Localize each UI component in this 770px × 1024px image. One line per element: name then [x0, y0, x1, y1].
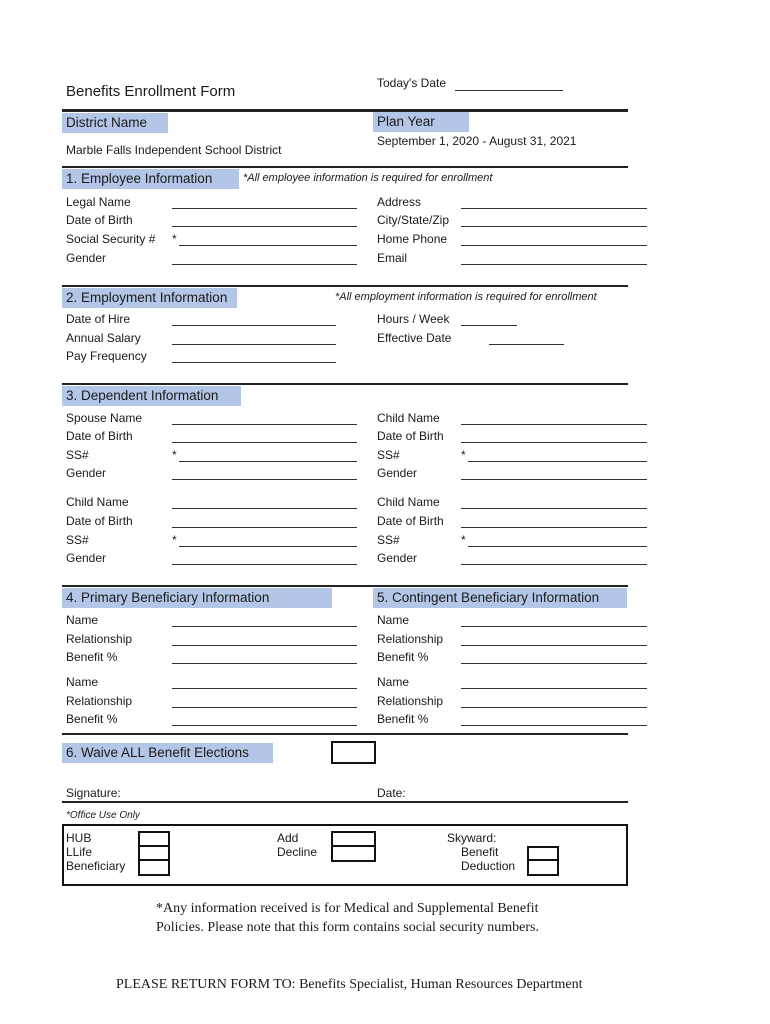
pay-frequency-label: Pay Frequency [66, 349, 147, 363]
child3-gender-field[interactable] [461, 552, 647, 565]
return-to-text: PLEASE RETURN FORM TO: Benefits Specialist, Human Resources Department [116, 977, 583, 992]
contingent2-relationship-label: Relationship [377, 694, 444, 708]
footer-note-line1: *Any information received is for Medical and Supplemental Benefit [156, 901, 539, 916]
child2-ss-label: SS# [66, 533, 89, 547]
child2-name-field[interactable] [172, 496, 357, 509]
annual-salary-field[interactable] [172, 332, 336, 345]
child3-dob-label: Date of Birth [377, 514, 444, 528]
primary1-name-field[interactable] [172, 614, 357, 627]
contingent1-relationship-label: Relationship [377, 632, 444, 646]
email-field[interactable] [461, 252, 647, 265]
child3-dob-field[interactable] [461, 515, 647, 528]
child2-dob-field[interactable] [172, 515, 357, 528]
employment-info-note: *All employment information is required for enrollment [335, 291, 597, 303]
spouse-dob-label: Date of Birth [66, 429, 133, 443]
section-1-rule [62, 166, 628, 168]
spouse-gender-label: Gender [66, 466, 107, 480]
effective-date-label: Effective Date [377, 331, 452, 345]
legal-name-field[interactable] [172, 196, 357, 209]
spouse-name-label: Spouse Name [66, 411, 143, 425]
city-state-zip-field[interactable] [461, 214, 647, 227]
child2-name-label: Child Name [66, 495, 129, 509]
home-phone-field[interactable] [461, 233, 647, 246]
primary2-name-field[interactable] [172, 676, 357, 689]
primary1-relationship-field[interactable] [172, 633, 357, 646]
primary1-relationship-label: Relationship [66, 632, 133, 646]
signature-rule [62, 801, 628, 803]
child3-name-field[interactable] [461, 496, 647, 509]
address-label: Address [377, 195, 422, 209]
llife-label: LLife [66, 845, 93, 859]
ssn-label: Social Security # [66, 232, 156, 246]
ssn-field[interactable] [179, 233, 357, 246]
date-of-hire-label: Date of Hire [66, 312, 131, 326]
city-state-zip-label: City/State/Zip [377, 213, 450, 227]
contingent-beneficiary-heading: 5. Contingent Beneficiary Information [373, 588, 627, 608]
child2-dob-label: Date of Birth [66, 514, 133, 528]
benefit-label: Benefit [461, 845, 499, 859]
decline-checkbox[interactable] [331, 845, 376, 862]
hub-label: HUB [66, 831, 92, 845]
hours-week-field[interactable] [461, 313, 517, 326]
primary1-benefit-label: Benefit % [66, 650, 118, 664]
deduction-label: Deduction [461, 859, 516, 873]
beneficiary-checkbox[interactable] [138, 859, 170, 876]
waive-checkbox[interactable] [331, 741, 376, 764]
contingent2-benefit-label: Benefit % [377, 712, 429, 726]
employee-info-heading: 1. Employee Information [62, 169, 239, 189]
child3-ss-field[interactable] [468, 534, 647, 547]
signature-date-label: Date: [377, 786, 406, 800]
legal-name-label: Legal Name [66, 195, 131, 209]
contingent2-benefit-field[interactable] [461, 713, 647, 726]
contingent1-benefit-label: Benefit % [377, 650, 429, 664]
primary2-name-label: Name [66, 675, 99, 689]
beneficiary-label: Beneficiary [66, 859, 126, 873]
contingent1-benefit-field[interactable] [461, 651, 647, 664]
contingent1-relationship-field[interactable] [461, 633, 647, 646]
deduction-checkbox[interactable] [527, 859, 559, 876]
child2-gender-label: Gender [66, 551, 107, 565]
child1-name-label: Child Name [377, 411, 440, 425]
date-of-hire-field[interactable] [172, 313, 336, 326]
child1-dob-label: Date of Birth [377, 429, 444, 443]
child2-ss-field[interactable] [179, 534, 357, 547]
pay-frequency-field[interactable] [172, 350, 336, 363]
spouse-gender-field[interactable] [172, 467, 357, 480]
header-rule [62, 109, 628, 112]
dob-label: Date of Birth [66, 213, 133, 227]
child3-ss-label: SS# [377, 533, 400, 547]
district-name-label: District Name [62, 113, 168, 133]
hours-week-label: Hours / Week [377, 312, 450, 326]
child3-ss-asterisk: * [461, 533, 466, 547]
contingent1-name-field[interactable] [461, 614, 647, 627]
todays-date-field[interactable] [455, 78, 563, 91]
primary2-relationship-field[interactable] [172, 695, 357, 708]
section-3-rule [62, 383, 628, 385]
add-label: Add [277, 831, 299, 845]
footer-note-line2: Policies. Please note that this form contains social security numbers. [156, 920, 539, 935]
section-4-rule [62, 585, 628, 587]
spouse-ss-label: SS# [66, 448, 89, 462]
plan-year-label: Plan Year [373, 112, 469, 132]
child1-gender-label: Gender [377, 466, 418, 480]
spouse-ss-field[interactable] [179, 449, 357, 462]
gender-label: Gender [66, 251, 107, 265]
home-phone-label: Home Phone [377, 232, 448, 246]
contingent2-name-field[interactable] [461, 676, 647, 689]
child1-dob-field[interactable] [461, 430, 647, 443]
plan-year-value: September 1, 2020 - August 31, 2021 [377, 134, 577, 148]
contingent2-relationship-field[interactable] [461, 695, 647, 708]
child1-ss-field[interactable] [468, 449, 647, 462]
child1-ss-label: SS# [377, 448, 400, 462]
gender-field[interactable] [172, 252, 357, 265]
waive-heading: 6. Waive ALL Benefit Elections [62, 743, 273, 763]
signature-label: Signature: [66, 786, 121, 800]
office-use-title: *Office Use Only [66, 810, 140, 821]
ssn-asterisk: * [172, 232, 177, 246]
todays-date-label: Today's Date [377, 76, 446, 90]
dob-field[interactable] [172, 214, 357, 227]
decline-label: Decline [277, 845, 318, 859]
child2-gender-field[interactable] [172, 552, 357, 565]
email-label: Email [377, 251, 408, 265]
child1-gender-field[interactable] [461, 467, 647, 480]
spouse-name-field[interactable] [172, 412, 357, 425]
primary1-benefit-field[interactable] [172, 651, 357, 664]
employee-info-note: *All employee information is required for enrollment [243, 172, 493, 184]
annual-salary-label: Annual Salary [66, 331, 141, 345]
spouse-ss-asterisk: * [172, 448, 177, 462]
child1-name-field[interactable] [461, 412, 647, 425]
section-6-rule [62, 733, 628, 735]
contingent2-name-label: Name [377, 675, 410, 689]
section-2-rule [62, 285, 628, 287]
address-field[interactable] [461, 196, 647, 209]
primary1-name-label: Name [66, 613, 99, 627]
spouse-dob-field[interactable] [172, 430, 357, 443]
dependent-info-heading: 3. Dependent Information [62, 386, 241, 406]
primary-beneficiary-heading: 4. Primary Beneficiary Information [62, 588, 332, 608]
employment-info-heading: 2. Employment Information [62, 288, 237, 308]
primary2-benefit-label: Benefit % [66, 712, 118, 726]
skyward-label: Skyward: [447, 831, 497, 845]
form-title: Benefits Enrollment Form [66, 83, 236, 100]
child1-ss-asterisk: * [461, 448, 466, 462]
effective-date-field[interactable] [489, 332, 564, 345]
primary2-benefit-field[interactable] [172, 713, 357, 726]
child2-ss-asterisk: * [172, 533, 177, 547]
child3-gender-label: Gender [377, 551, 418, 565]
contingent1-name-label: Name [377, 613, 410, 627]
district-name-value: Marble Falls Independent School District [66, 143, 282, 157]
child3-name-label: Child Name [377, 495, 440, 509]
primary2-relationship-label: Relationship [66, 694, 133, 708]
